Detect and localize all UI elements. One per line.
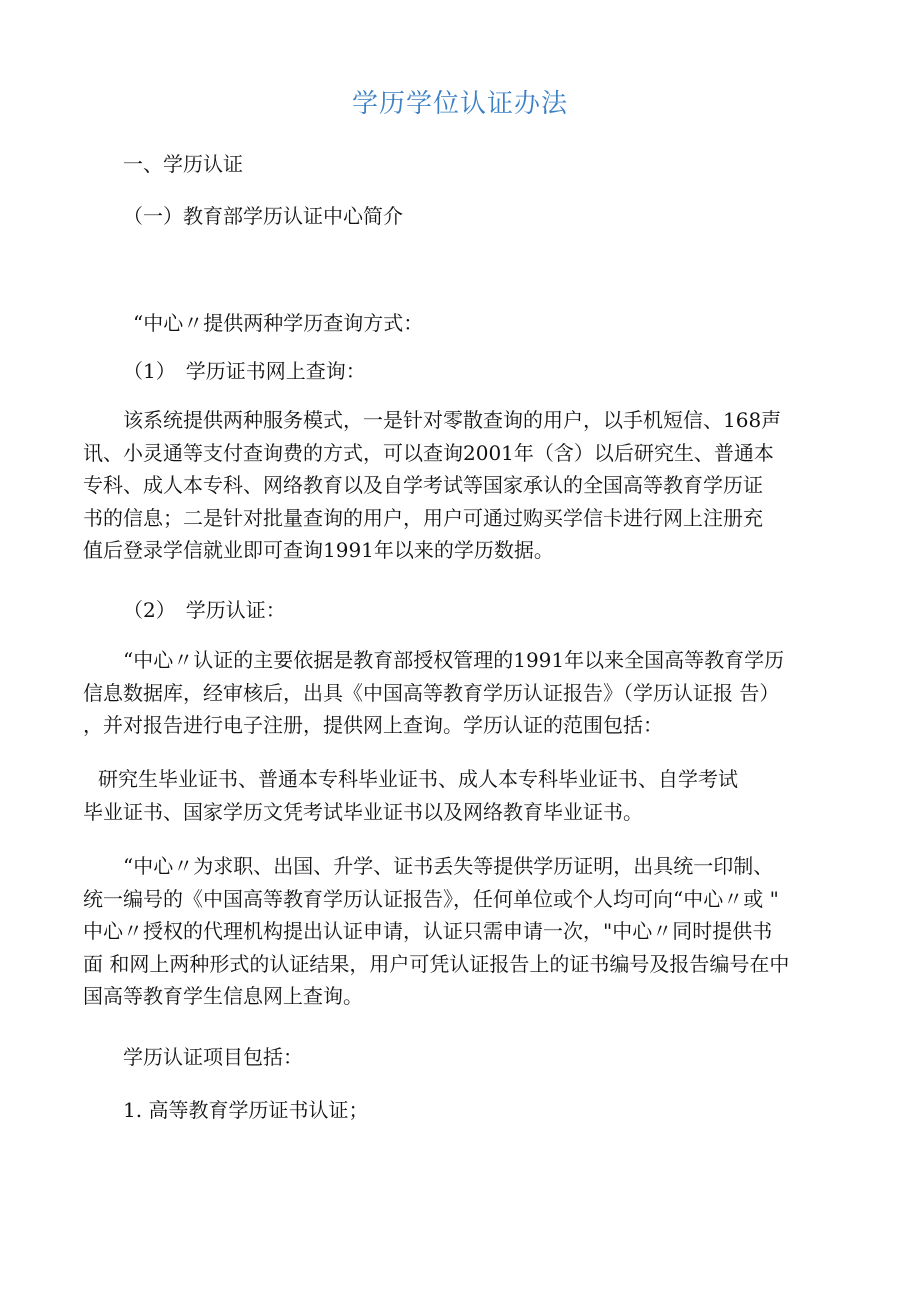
item2-paragraph xyxy=(83,644,823,742)
paragraph-line: 专科、成人本专科、网络教育以及自学考试等国家承认的全国高等教育学历证 xyxy=(83,473,763,497)
item1-paragraph xyxy=(83,404,823,567)
paragraph-line: 毕业证书、国家学历文凭考试毕业证书以及网络教育毕业证书。 xyxy=(83,799,643,824)
paragraph-line: 该系统提供两种服务模式，一是针对零散查询的用户，以手机短信、168声 xyxy=(123,408,782,432)
projects-heading: 学历认证项目包括： xyxy=(123,1045,303,1069)
paragraph-line: 书的信息；二是针对批量查询的用户，用户可通过购买学信卡进行网上注册充 xyxy=(83,505,763,530)
paragraph-line: 研究生毕业证书、普通本专科毕业证书、成人本专科毕业证书、自学考试 xyxy=(98,767,738,791)
intro-line: “中心〃提供两种学历查询方式： xyxy=(133,311,424,335)
subsection-heading: （一）教育部学历认证中心简介 xyxy=(123,204,403,228)
paragraph-line: ，并对报告进行电子注册，提供网上查询。学历认证的范围包括： xyxy=(83,713,663,737)
section-heading: 一、学历认证 xyxy=(123,152,243,176)
paragraph-line: 中心〃授权的代理机构提出认证申请，认证只需申请一次，"中心〃同时提供书 xyxy=(83,919,773,943)
paragraph-line: 讯、小灵通等支付查询费的方式，可以查询2001年（含）以后研究生、普通本 xyxy=(83,440,774,465)
item1-heading: （1） 学历证书网上查询： xyxy=(123,359,366,383)
purpose-paragraph xyxy=(83,850,823,1013)
project-item-1: 1. 高等教育学历证书认证； xyxy=(123,1098,369,1122)
scope-paragraph xyxy=(83,763,823,828)
paragraph-line: 统一编号的《中国高等教育学历认证报告》，任何单位或个人均可向“中心〃或 " xyxy=(83,886,779,911)
paragraph-line: 值后登录学信就业即可查询1991年以来的学历数据。 xyxy=(83,538,554,562)
paragraph-line: 信息数据库，经审核后，出具《中国高等教育学历认证报告》（学历认证报 告） xyxy=(83,680,780,705)
paragraph-line: 国高等教育学生信息网上查询。 xyxy=(83,984,363,1008)
paragraph-line: 面 和网上两种形式的认证结果，用户可凭认证报告上的证书编号及报告编号在中 xyxy=(83,951,790,976)
paragraph-line: “中心〃认证的主要依据是教育部授权管理的1991年以来全国高等教育学历 xyxy=(123,648,785,672)
paragraph-line: “中心〃为求职、出国、升学、证书丢失等提供学历证明，出具统一印制、 xyxy=(123,854,774,878)
document-title: 学历学位认证办法 xyxy=(351,89,568,119)
item2-heading: （2） 学历认证： xyxy=(123,598,286,622)
